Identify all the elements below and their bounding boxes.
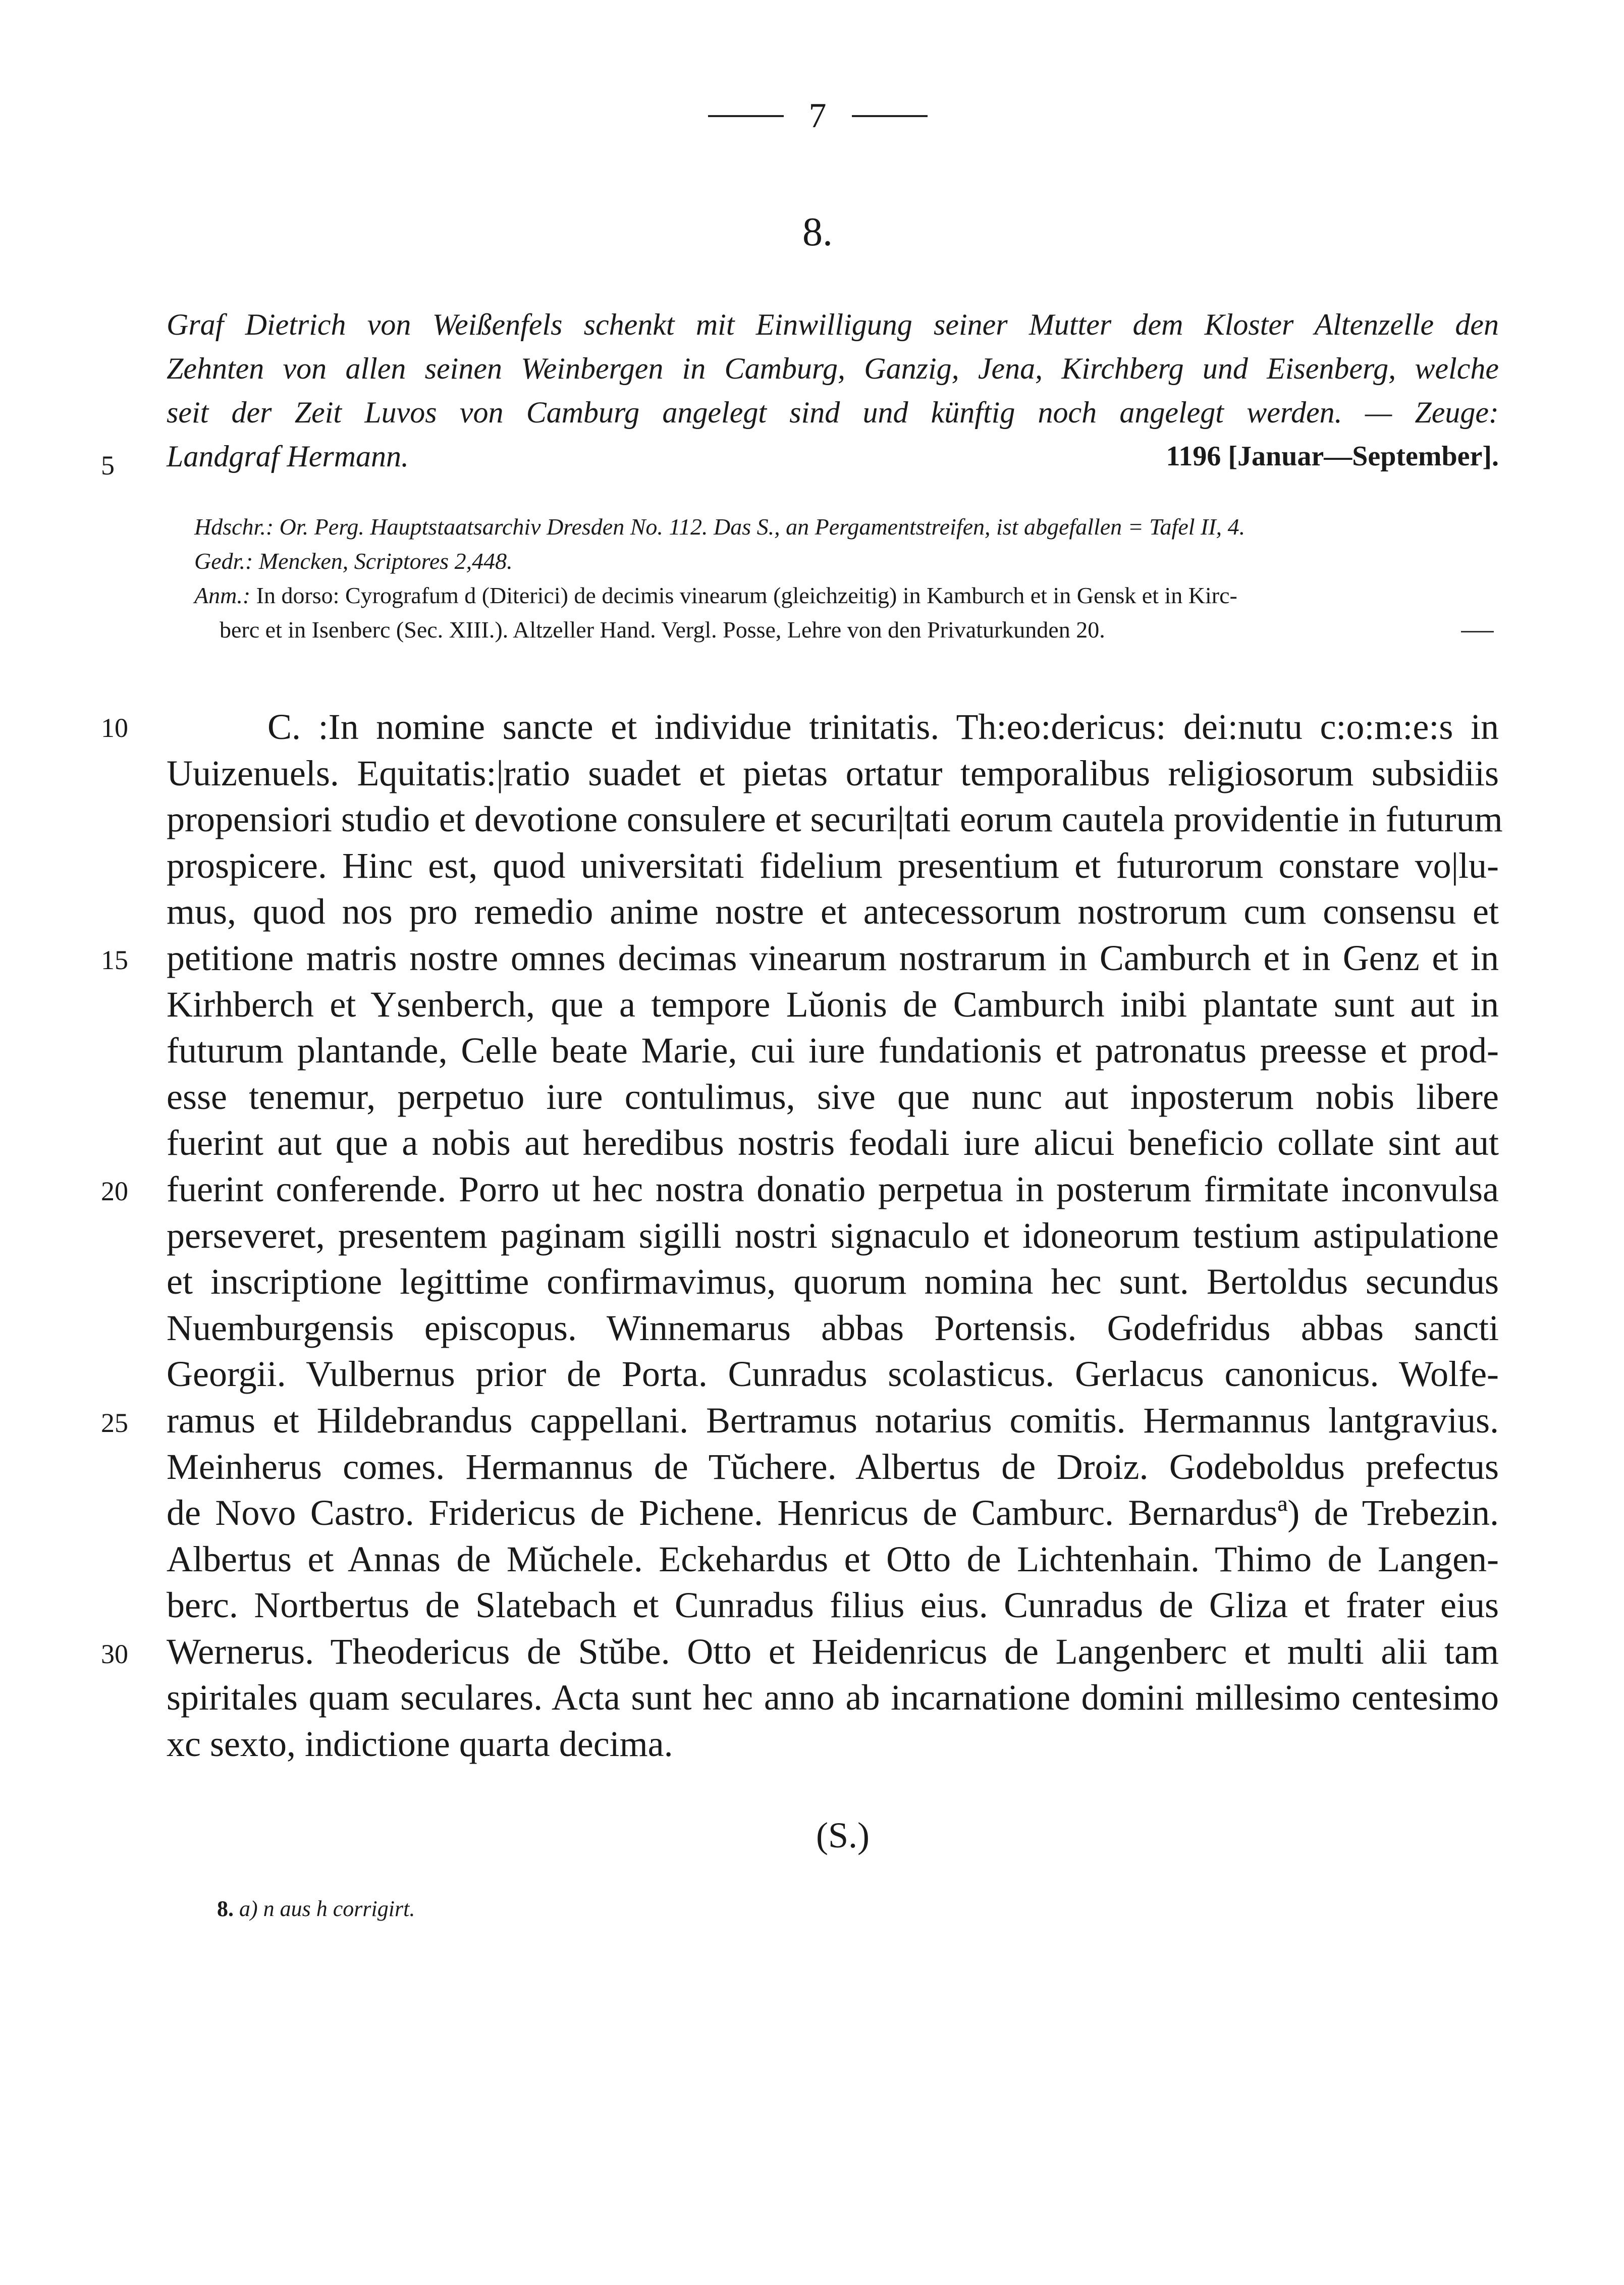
charter-line: Kirhberch et Ysenberch, que a tempore Lŭonis de Camburch inibi plantate sunt aut in bbox=[167, 984, 1499, 1025]
charter-line: esse tenemur, perpetuo iure contulimus, sive que nunc aut inposterum nobis libere bbox=[167, 1076, 1499, 1117]
source-notes bbox=[194, 510, 1499, 647]
regest-line: seit der Zeit Luvos von Camburg angelegt sind und künftig noch angelegt werden. — Zeuge: bbox=[167, 396, 1499, 429]
footnote bbox=[217, 1898, 974, 1920]
charter-line: futurum plantande, Celle beate Marie, cui iure fundationis et patronatus preesse et prod- bbox=[167, 1030, 1499, 1071]
charter-line: mus, quod nos pro remedio anime nostre et antecessorum nostrorum cum consensu et bbox=[167, 891, 1499, 932]
regest-line: Graf Dietrich von Weißenfels schenkt mit Einwilligung seiner Mutter dem Kloster Altenzelle den bbox=[167, 308, 1499, 341]
charter-line: prospicere. Hinc est, quod universitati fidelium presentium et futurorum constare vo|lu- bbox=[167, 845, 1499, 886]
footnote-number: 8. bbox=[217, 1896, 234, 1921]
seal-mark: (S.) bbox=[816, 1815, 870, 1855]
footnote-text: a) n aus h corrigirt. bbox=[239, 1896, 415, 1921]
charter-text bbox=[167, 704, 1503, 1768]
header-rule-right bbox=[852, 115, 928, 117]
line-number: 30 bbox=[101, 1639, 128, 1669]
charter-line: Nuemburgensis episcopus. Winnemarus abbas Portensis. Godefridus abbas sancti bbox=[167, 1307, 1499, 1348]
line-number: 20 bbox=[101, 1176, 128, 1206]
note-label: Hdschr.: bbox=[194, 514, 274, 540]
header-rule-left bbox=[708, 115, 784, 117]
note-text: In dorso: Cyrografum d (Diterici) de decimis vinearum (gleichzeitig) in Kamburch et in Gensk et in Kirc- bbox=[256, 582, 1237, 608]
charter-line: fuerint aut que a nobis aut heredibus nostris feodali iure alicui beneficio collate sint aut bbox=[167, 1123, 1499, 1163]
charter-line: C. :In nomine sancte et individue trinitatis. Th:eo:dericus: dei:nutu c:o:m:e:s in bbox=[267, 707, 1499, 747]
regest-line: Landgraf Hermann. bbox=[167, 440, 409, 473]
charter-line: fuerint conferende. Porro ut hec nostra donatio perpetua in posterum firmitate inconvulsa bbox=[167, 1168, 1499, 1209]
note-printed bbox=[194, 544, 1499, 578]
note-manuscript bbox=[194, 510, 1499, 544]
charter-line: et inscriptione legittime confirmavimus, quorum nomina hec sunt. Bertoldus secundus bbox=[167, 1261, 1499, 1302]
page-number: 7 bbox=[808, 96, 827, 135]
charter-line: Uuizenuels. Equitatis:|ratio suadet et pietas ortatur temporalibus religiosorum subsidiis bbox=[167, 753, 1499, 793]
charter-line: Meinherus comes. Hermannus de Tŭchere. Albertus de Droiz. Godeboldus prefectus bbox=[167, 1446, 1499, 1487]
note-remark bbox=[194, 578, 1499, 613]
note-label: Anm.: bbox=[194, 582, 251, 608]
charter-line: petitione matris nostre omnes decimas vinearum nostrarum in Camburch et in Genz et in bbox=[167, 937, 1499, 978]
charter-line: ramus et Hildebrandus cappellani. Bertramus notarius comitis. Hermannus lantgravius. bbox=[167, 1400, 1499, 1441]
regest-last-line bbox=[167, 435, 1499, 479]
note-remark-continued: berc et in Isenberc (Sec. XIII.). Altzeller Hand. Vergl. Posse, Lehre von den Privaturkunden 20. bbox=[220, 617, 1105, 643]
charter-line: Wernerus. Theodericus de Stŭbe. Otto et Heidenricus de Langenberc et multi alii tam bbox=[167, 1631, 1499, 1672]
document-date: 1196 [Januar—September]. bbox=[1166, 441, 1499, 472]
margin-dash bbox=[1461, 631, 1494, 632]
charter-line: spiritales quam seculares. Acta sunt hec anno ab incarnatione domini millesimo centesimo bbox=[167, 1677, 1499, 1718]
line-number: 5 bbox=[101, 450, 115, 481]
charter-line: de Novo Castro. Fridericus de Pichene. Henricus de Camburc. Bernardusª) de Trebezin. bbox=[167, 1493, 1499, 1533]
line-number: 25 bbox=[101, 1408, 128, 1438]
note-label: Gedr.: bbox=[194, 548, 253, 574]
document-number: 8. bbox=[802, 210, 833, 254]
charter-line: Albertus et Annas de Mŭchele. Eckehardus et Otto de Lichtenhain. Thimo de Langen- bbox=[167, 1538, 1499, 1579]
page-header bbox=[696, 96, 939, 136]
charter-line: Georgii. Vulbernus prior de Porta. Cunradus scolasticus. Gerlacus canonicus. Wolfe- bbox=[167, 1354, 1499, 1395]
line-number: 15 bbox=[101, 945, 128, 975]
charter-line: xc sexto, indictione quarta decima. bbox=[167, 1724, 673, 1765]
charter-line: propensiori studio et devotione consulere et securi|tati eorum cautela providentie in futurum bbox=[167, 799, 1503, 840]
note-text: Mencken, Scriptores 2,448. bbox=[258, 548, 513, 574]
regest-line: Zehnten von allen seinen Weinbergen in Camburg, Ganzig, Jena, Kirchberg und Eisenberg, welche bbox=[167, 352, 1499, 385]
line-number: 10 bbox=[101, 713, 128, 743]
note-text: Or. Perg. Hauptstaatsarchiv Dresden No. 112. Das S., an Pergamentstreifen, ist abgefallen = Tafel II, 4. bbox=[279, 514, 1246, 540]
charter-line: perseveret, presentem paginam sigilli nostri signaculo et idoneorum testium astipulatione bbox=[167, 1215, 1499, 1256]
regest-summary bbox=[167, 303, 1499, 479]
charter-line: berc. Nortbertus de Slatebach et Cunradus filius eius. Cunradus de Gliza et frater eius bbox=[167, 1585, 1499, 1626]
